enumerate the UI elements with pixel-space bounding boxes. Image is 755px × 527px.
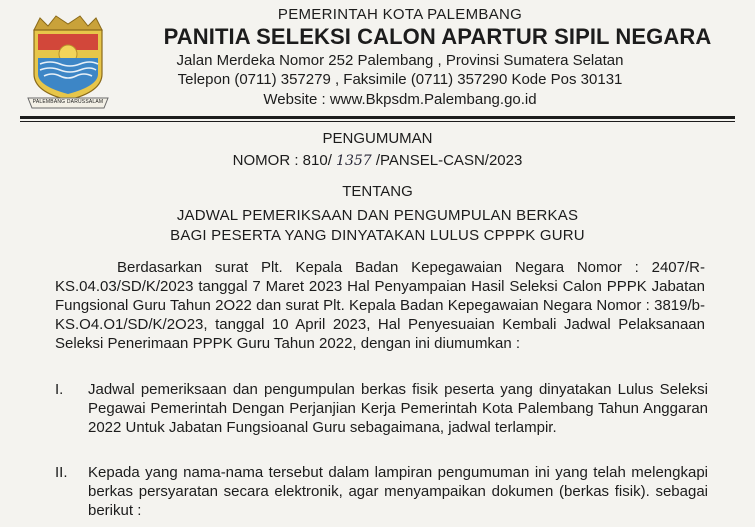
logo-ribbon-text: PALEMBANG DARUSSALAM xyxy=(32,99,104,105)
list-item-text: Jadwal pemeriksaan dan pengumpulan berkas fisik peserta yang dinyatakan Lulus Seleksi Pegawai Pemerintah Dengan Perjanjian Kerja Pemerintah Kota Palembang Tahun Anggaran 2022 Untuk Jabatan Fungsioanal Guru sebagaimana, jadwal terlampir. xyxy=(88,381,708,436)
list-item-number: I. xyxy=(55,381,64,398)
announcement-number xyxy=(0,152,755,169)
letterhead-committee: PANITIA SELEKSI CALON APARTUR SIPIL NEGARA xyxy=(163,24,712,49)
announcement-subject-line-1: JADWAL PEMERIKSAAN DAN PENGUMPULAN BERKAS xyxy=(176,207,579,224)
list-item-number: II. xyxy=(55,464,68,481)
letterhead-government: PEMERINTAH KOTA PALEMBANG xyxy=(277,6,523,23)
letterhead-divider-thin xyxy=(20,121,735,122)
announcement-number-prefix: NOMOR : 810/ xyxy=(232,152,332,169)
announcement-number-suffix: /PANSEL-CASN/2023 xyxy=(375,152,523,169)
announcement-number-handwritten: 1357 xyxy=(336,153,372,169)
palembang-city-emblem xyxy=(26,12,110,112)
announcement-title: PENGUMUMAN xyxy=(322,130,433,147)
list-item-text: Kepada yang nama-nama tersebut dalam lampiran pengumuman ini yang telah melengkapi berkas persyaratan secara elektronik, agar menyampaikan dokumen (berkas fisik). sebagai berikut : xyxy=(88,464,708,519)
letterhead-website: Website : www.Bkpsdm.Palembang.go.id xyxy=(263,91,537,108)
letterhead-address: Jalan Merdeka Nomor 252 Palembang , Provinsi Sumatera Selatan xyxy=(176,52,624,69)
announcement-subject-line-2: BAGI PESERTA YANG DINYATAKAN LULUS CPPPK GURU xyxy=(170,227,585,244)
letterhead-divider-thick xyxy=(20,116,735,119)
announcement-about: TENTANG xyxy=(342,183,413,200)
intro-paragraph: Berdasarkan surat Plt. Kepala Badan Kepegawaian Negara Nomor : 2407/R-KS.04.03/SD/K/2023 tanggal 7 Maret 2023 Hal Penyampaian Hasil Seleksi Calon PPPK Jabatan Fungsional Guru Tahun 2O22 dan surat Plt. Kepala Badan Kepegawaian Negara Nomor : 3819/b-KS.O4.O1/SD/K/2O23, tanggal 10 April 2023, Hal Penyesuaian Kembali Jadwal Pelaksanaan Seleksi Penerimaan PPPK Guru Tahun 2022, dengan ini diumumkan : xyxy=(55,259,705,352)
letterhead-phone: Telepon (0711) 357279 , Faksimile (0711) 357290 Kode Pos 30131 xyxy=(177,71,623,88)
